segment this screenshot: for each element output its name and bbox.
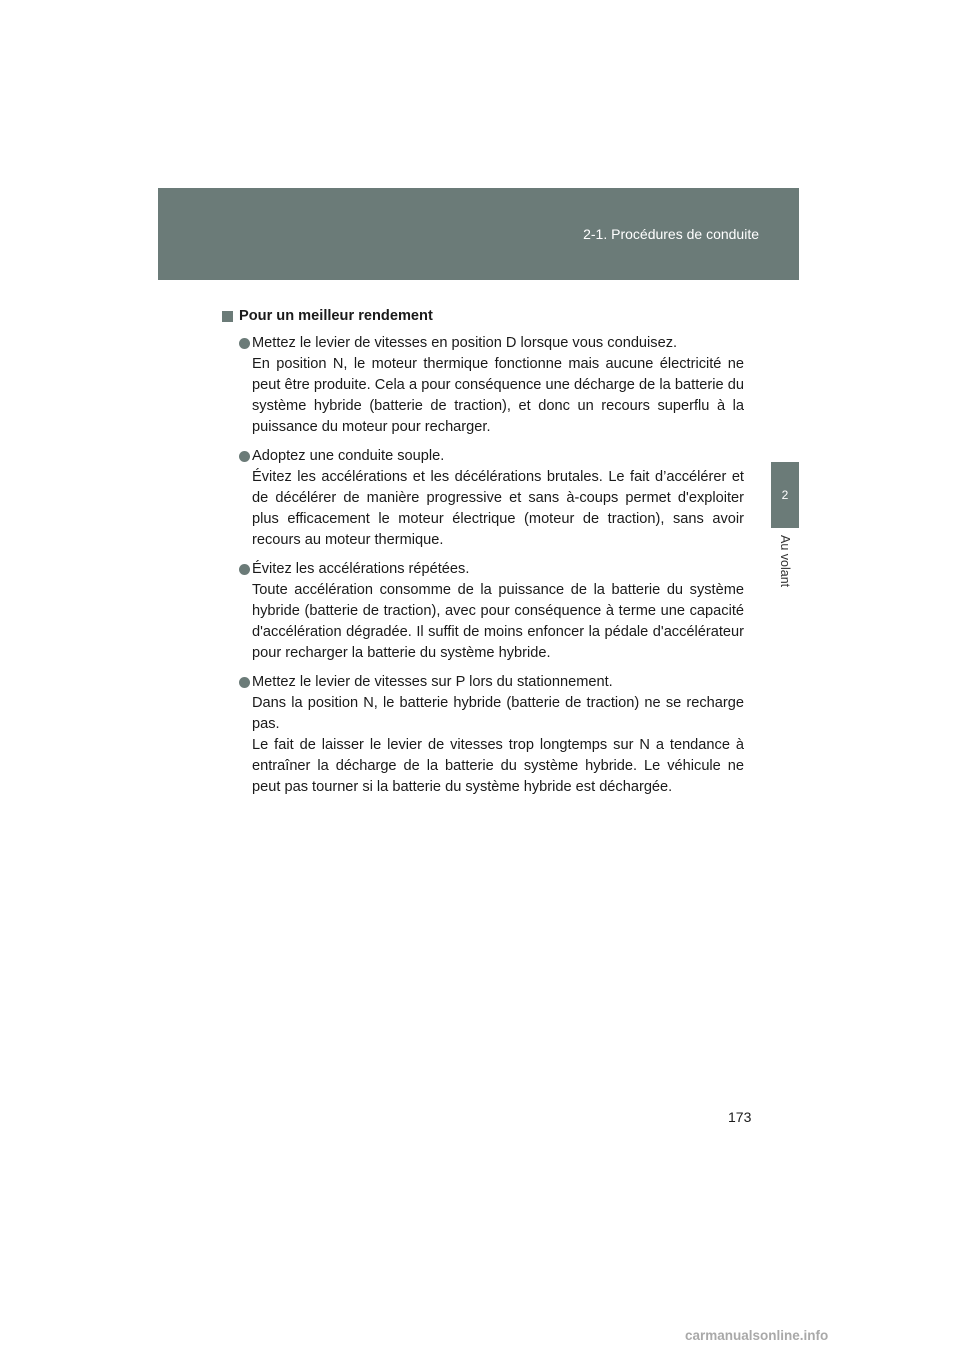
circle-bullet-icon xyxy=(239,451,250,462)
chapter-tab xyxy=(771,462,799,528)
list-item-title: Adoptez une conduite souple. xyxy=(252,448,445,464)
page-content xyxy=(222,306,744,806)
list-item-title: Évitez les accélérations répétées. xyxy=(252,561,470,577)
chapter-label: Au volant xyxy=(778,535,792,588)
list-item-body: Dans la position N, le batterie hybride (batterie de traction) ne se recharge pas. xyxy=(252,695,744,732)
list-item xyxy=(222,446,744,551)
section-heading xyxy=(222,306,744,327)
list-item xyxy=(222,559,744,664)
list-item-title: Mettez le levier de vitesses sur P lors du stationnement. xyxy=(252,674,613,690)
section-title: 2-1. Procédures de conduite xyxy=(583,226,759,242)
list-item-body: En position N, le moteur thermique fonctionne mais aucune électricité ne peut être produite. Cela a pour conséquence une décharge de la batterie du système hybride (batterie de traction), et donc un recours superflu à la puissance du moteur pour recharger. xyxy=(252,356,744,435)
chapter-number: 2 xyxy=(781,488,789,502)
list-item-body: Évitez les accélérations et les décélérations brutales. Le fait d’accélérer et de décélérer de manière progressive et sans à-coups permet d'exploiter plus efficacement le moteur électrique (moteur de traction), sans avoir recours au moteur thermique. xyxy=(252,469,744,548)
section-heading-text: Pour un meilleur rendement xyxy=(239,308,433,324)
watermark: carmanualsonline.info xyxy=(685,1328,829,1343)
list-item-body: Toute accélération consomme de la puissance de la batterie du système hybride (batterie de traction), avec pour conséquence à terme une capacité d'accélération dégradée. Il suffit de moins enfoncer la pédale d'accélérateur pour recharger la batterie du système hybride. xyxy=(252,582,744,661)
list-item xyxy=(222,672,744,798)
circle-bullet-icon xyxy=(239,677,250,688)
chapter-header-band xyxy=(158,188,799,280)
square-bullet-icon xyxy=(222,311,233,322)
circle-bullet-icon xyxy=(239,564,250,575)
list-item-title: Mettez le levier de vitesses en position D lorsque vous conduisez. xyxy=(252,335,678,351)
page-number: 173 xyxy=(728,1109,752,1125)
list-item-body-continued: Le fait de laisser le levier de vitesses trop longtemps sur N a tendance à entraîner la décharge de la batterie du système hybride. Le véhicule ne peut pas tourner si la batterie du système hybride est déchargée. xyxy=(252,737,744,795)
list-item xyxy=(222,333,744,438)
circle-bullet-icon xyxy=(239,338,250,349)
